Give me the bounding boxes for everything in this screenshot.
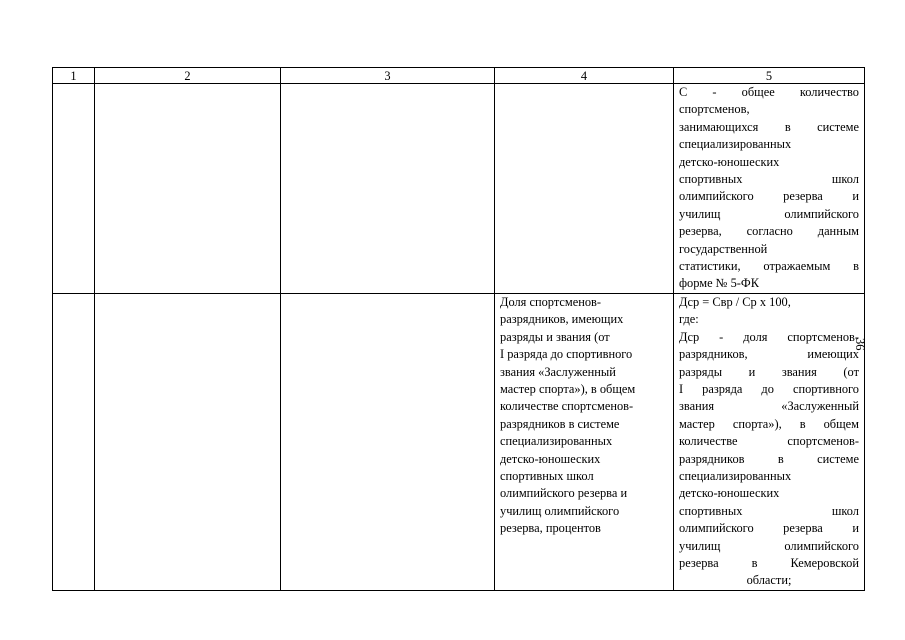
cell-text-line: резерва в Кемеровской xyxy=(679,555,859,570)
cell-text-line: детско-юношеских xyxy=(679,486,780,501)
cell-r1-c4 xyxy=(495,84,674,294)
cell-r2-c2 xyxy=(95,293,281,590)
header-cell-4: 4 xyxy=(495,68,674,84)
cell-text-line: форме № 5-ФК xyxy=(679,276,759,291)
cell-text-line: Дср = Свр / Ср х 100, xyxy=(679,294,791,309)
cell-text-line: области; xyxy=(746,573,792,588)
cell-text-line: мастер спорта»), в общем xyxy=(500,381,636,396)
cell-text-line: специализированных xyxy=(679,468,792,483)
cell-text-line: спортивных школ xyxy=(679,503,859,518)
cell-text-line: олимпийского резерва и xyxy=(679,521,859,536)
header-cell-1: 1 xyxy=(53,68,95,84)
cell-text-line: I разряда до спортивного xyxy=(679,381,859,396)
cell-text-line: где: xyxy=(679,312,699,327)
cell-text-line: детско-юношеских xyxy=(679,154,780,169)
table-row xyxy=(53,293,865,590)
cell-text-line: разряды и звания (от xyxy=(500,329,610,344)
cell-r1-c2 xyxy=(95,84,281,294)
cell-text-line: статистики, отражаемым в xyxy=(679,259,859,274)
cell-text-line: государственной xyxy=(679,241,768,256)
cell-r2-c4 xyxy=(495,293,674,590)
cell-text-line: детско-юношеских xyxy=(500,451,601,466)
header-cell-3: 3 xyxy=(281,68,495,84)
cell-text-line: разряды и звания (от xyxy=(679,364,859,379)
cell-text-line: спортивных школ xyxy=(500,468,594,483)
cell-text-line: мастер спорта»), в общем xyxy=(679,416,859,431)
header-cell-2: 2 xyxy=(95,68,281,84)
cell-text-line: I разряда до спортивного xyxy=(500,347,633,362)
cell-text-line: звания «Заслуженный xyxy=(679,399,859,414)
cell-r2-c5 xyxy=(674,293,865,590)
cell-text-line: количестве спортсменов- xyxy=(500,399,634,414)
cell-text-line: училищ олимпийского xyxy=(500,503,620,518)
cell-text-line: занимающихся в системе xyxy=(679,119,859,134)
cell-text-line: Дср - доля спортсменов- xyxy=(679,329,859,344)
cell-text-line: количестве спортсменов- xyxy=(679,434,859,449)
cell-text-line: звания «Заслуженный xyxy=(500,364,616,379)
cell-text-line: олимпийского резерва и xyxy=(500,486,628,501)
cell-text-line: разрядников, имеющих xyxy=(679,347,859,362)
table-row xyxy=(53,84,865,294)
cell-text-line: резерва, согласно данным xyxy=(679,224,859,239)
cell-text-line: Доля спортсменов- xyxy=(500,294,602,309)
cell-text-line: олимпийского резерва и xyxy=(679,189,859,204)
indicator-table xyxy=(52,67,865,591)
cell-text-line: С - общее количество xyxy=(679,85,859,99)
cell-text-line: разрядников, имеющих xyxy=(500,312,624,327)
cell-r2-c1 xyxy=(53,293,95,590)
cell-text-line: училищ олимпийского xyxy=(679,538,859,553)
header-cell-5: 5 xyxy=(674,68,865,84)
cell-text-line: училищ олимпийского xyxy=(679,206,859,221)
cell-text-line: разрядников в системе xyxy=(500,416,620,431)
cell-text-line: резерва, процентов xyxy=(500,521,601,536)
cell-r1-c5 xyxy=(674,84,865,294)
cell-r2-c3 xyxy=(281,293,495,590)
header-row xyxy=(53,68,865,84)
cell-text-line: специализированных xyxy=(679,137,792,152)
cell-text-line: спортивных школ xyxy=(679,172,859,187)
cell-text-line: специализированных xyxy=(500,434,613,449)
cell-r1-c3 xyxy=(281,84,495,294)
page-number: 36 xyxy=(853,338,867,351)
cell-text-line: спортсменов, xyxy=(679,102,750,117)
cell-r1-c1 xyxy=(53,84,95,294)
cell-text-line: разрядников в системе xyxy=(679,451,859,466)
